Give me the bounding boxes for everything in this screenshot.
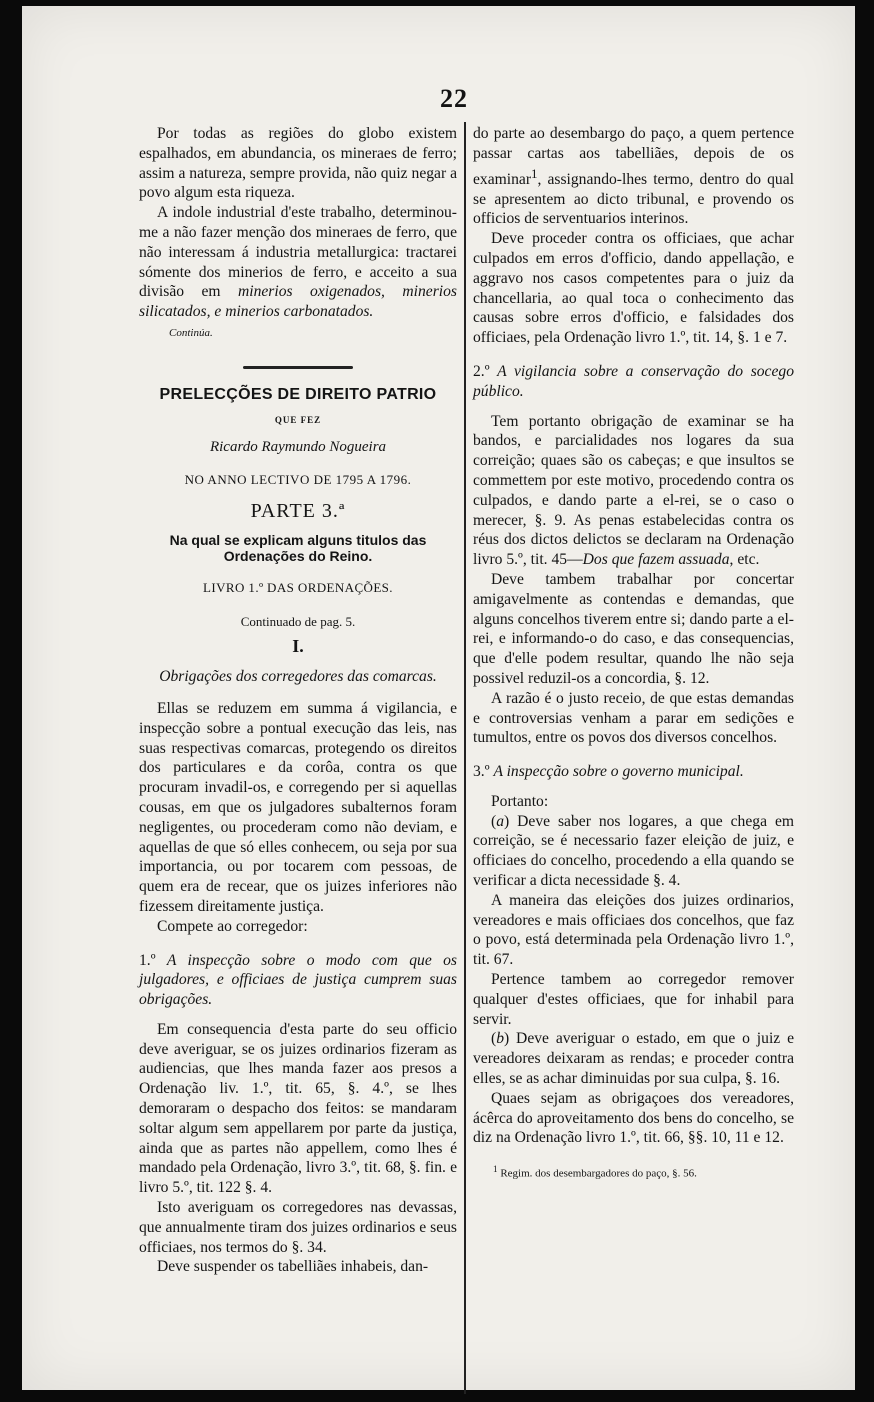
paragraph: Deve proceder contra os officiaes, que achar culpados em erros d'officio, dando appellação, e aggravo nos casos competentes para o juiz da chancellaria, ao qual toca o conhecimento das causas sobre erros d'officio, e falsidades dos officiaes, pela Ordenação livro 1.º, tit. 14, §. 1 e 7. (473, 230, 794, 347)
column-divider (464, 122, 466, 1394)
subsection-heading (139, 951, 457, 1010)
paragraph: Portanto: (491, 792, 549, 810)
footnote-text: Regim. dos desembargadores do paço, §. 56. (500, 1167, 697, 1180)
paragraph: A maneira das eleições dos juizes ordinarios, vereadores e mais officiaes dos concelhos, que faz o povo, está determinada pela Ordenação livro 1.º, tit. 67. (473, 891, 794, 969)
continued-note: Continuado de pag. 5. (240, 613, 356, 629)
subsection-number: 2.º (473, 362, 498, 380)
paragraph: Isto averiguam os corregedores nas devassas, que annualmente tiram dos juizes ordinarios e seus officiaes, nos termos do §. 34. (139, 1199, 457, 1256)
section-separator (243, 366, 353, 369)
paragraph (139, 203, 457, 322)
subsection-heading (473, 362, 794, 402)
paragraph: Por todas as regiões do globo existem espalhados, em abundancia, os mineraes de ferro; assim a natureza, sempre provida, não quiz negar a povo algum esta riqueza. (139, 125, 457, 202)
italic-text: Dos que fazem assuada (582, 551, 730, 569)
book-heading: LIVRO 1.º DAS ORDENAÇÕES. (203, 579, 393, 595)
paragraph: Ellas se reduzem em summa á vigilancia, e inspecção sobre a pontual execução das leis, nas suas respectivas comarcas, protegendo os direitos dos particulares e da corôa, contra os que procuram invadil-os, e corregendo per si aquellas cousas, em que os julgadores subalternos foram negligentes, ou procederam como não deviam, e aquellas de que só elles conhecem, ou seja por sua importancia, ou por tocarem com pessoas, de quem era de recear, que os juizes inferiores não fizessem direitamente justiça. (139, 699, 457, 915)
paragraph-text: Tem portanto obrigação de examinar se ha bandos, e parcialidades nos logares da sua correição; quaes são os cabeças; e que insultos se commettem por este motivo, procedendo contra os culpados, e dando parte a el-rei, se o caso o merecer, §. 9. As penas estabelecidas contra os réus dos dictos delictos se declaram na Ordenação livro 5.º, tit. 45— (473, 412, 794, 569)
part-description: Na qual se explicam alguns titulos das Ordenações do Reino. (169, 531, 427, 564)
section-title: Obrigações dos corregedores das comarcas. (159, 668, 437, 686)
paragraph: Deve tambem trabalhar por concertar amigavelmente as contendas e demandas, que alguns concelhos tiverem entre si; dando parte a el-rei, e informando-o do caso, e das consequencias, que d'elle podem resultar, quando lhe não seja possivel reduzil-os a concordia, §. 12. (473, 570, 794, 687)
part-heading: PARTE 3.ª (250, 499, 346, 522)
paragraph-text: ) Deve averiguar o estado, em que o juiz e vereadores deixaram as rendas; e proceder contra elles, se as achar diminuidas por sua culpa, §. 16. (473, 1030, 794, 1088)
footnote-ref: 1 (531, 165, 538, 181)
footnote (473, 1160, 794, 1184)
paragraph: Compete ao corregedor: (157, 917, 308, 935)
paragraph-text: , assignando-lhes termo, dentro do qual se apresentem ao dicto tribunal, e provendo os officios de serventuarios interinos. (473, 170, 794, 228)
article-year: NO ANNO LECTIVO DE 1795 A 1796. (184, 472, 412, 488)
continua-note: Continúa. (169, 326, 213, 339)
italic-text: minerios oxigenados, minerios silicatados, e minerios carbonatados. (139, 283, 457, 321)
paragraph-text: A indole industrial d'este trabalho, determinou-me a não fazer menção dos mineraes de ferro, que não interessam á industria metallurgica: tractarei sómente dos minerios de ferro, e acceito a sua divisão em (139, 204, 457, 301)
subsection-title: A vigilancia sobre a conservação do socego público. (473, 362, 794, 400)
subsection-title: A inspecção sobre o modo com que os julgadores, e officiaes de justiça cumprem suas obrigações. (139, 951, 457, 1009)
paragraph-text: , etc. (729, 551, 760, 569)
paragraph-text: do parte ao desembargo do paço, a quem pertence passar cartas aos tabelliães, depois de os examinar (473, 125, 794, 188)
item-letter: b (496, 1030, 504, 1048)
paren: ( (491, 812, 497, 830)
article-title: PRELECÇÕES DE DIREITO PATRIO (159, 385, 437, 403)
paragraph (473, 1029, 794, 1088)
right-column (473, 124, 794, 1185)
subsection-number: 1.º (139, 951, 167, 969)
subsection-heading (473, 762, 794, 782)
article-author: Ricardo Raymundo Nogueira (209, 439, 387, 456)
article-subtitle: QUE FEZ (274, 414, 322, 425)
paragraph (473, 124, 794, 229)
subsection-number: 3.º (473, 763, 494, 781)
paragraph: Quaes sejam as obrigaçoes dos vereadores, ácêrca do aproveitamento dos bens do concelho, se diz na Ordenação livro 1.º, tit. 66, §§. 10, 11 e 12. (473, 1089, 794, 1147)
left-column (139, 124, 457, 1277)
section-number: I. (292, 636, 304, 657)
paragraph: Pertence tambem ao corregedor remover qualquer d'estes officiaes, que for inhabil para servir. (473, 971, 794, 1028)
paragraph (473, 812, 794, 891)
paragraph: A razão é o justo receio, de que estas demandas e controversias venham a parar em sedições e tumultos, entre os povos dos diversos concelhos. (473, 689, 794, 747)
paragraph: Em consequencia d'esta parte do seu officio deve averiguar, se os juizes ordinarios fizeram as audiencias, que lhes manda fazer aos presos a Ordenação liv. 1.º, tit. 65, §. 4.º, se lhes demoraram o despacho dos feitos: se mandaram soltar algum sem appellarem por parte da justiça, ainda que as partes não appellem, como lhes é mandado pela Ordenação, livro 3.º, tit. 68, §. fin. e livro 5.º, tit. 122 §. 4. (139, 1020, 457, 1197)
paragraph: Deve suspender os tabelliães inhabeis, dan- (157, 1258, 429, 1276)
footnote-number: 1 (493, 1164, 498, 1175)
newspaper-page (22, 6, 855, 1390)
page-number: 22 (440, 84, 468, 113)
paren: ( (491, 1030, 497, 1048)
item-letter: a (496, 812, 504, 830)
paragraph-text: ) Deve saber nos logares, a que chega em correição, se é necessario fazer eleição de juiz, e officiaes do concelho, procedendo a ella quando se verificar a dicta necessidade §. 4. (473, 812, 794, 890)
paragraph (473, 412, 794, 570)
subsection-title: A inspecção sobre o governo municipal. (493, 763, 744, 781)
